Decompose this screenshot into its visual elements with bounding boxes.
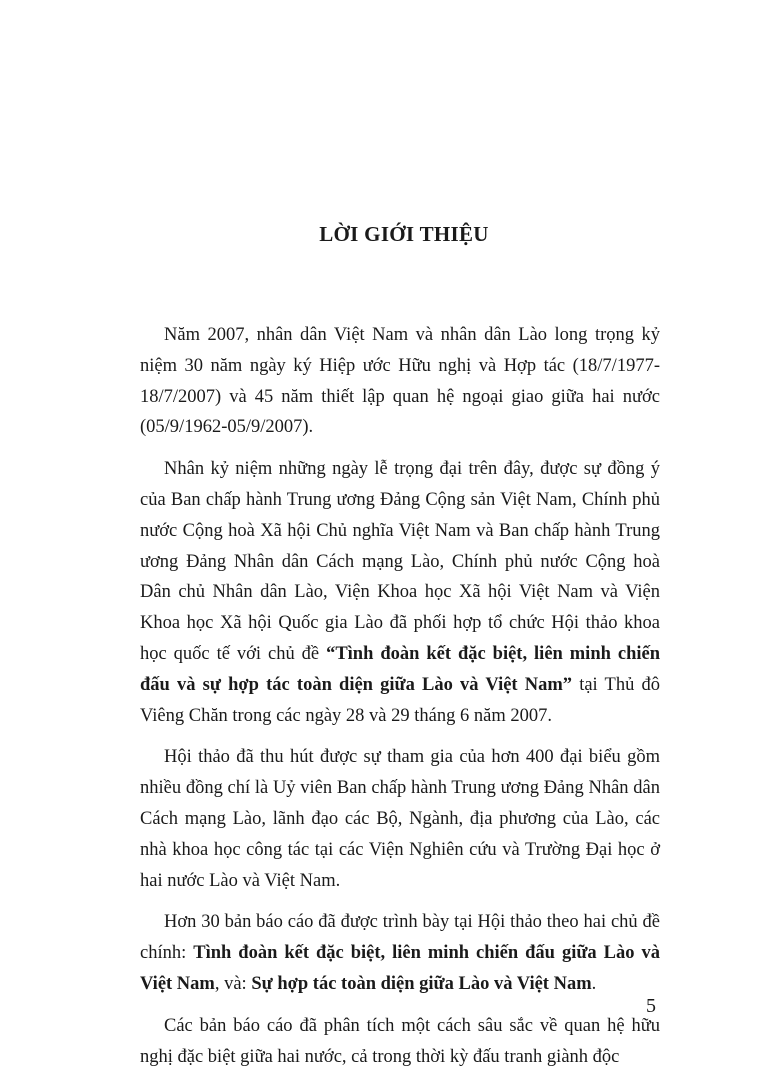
paragraph-5 xyxy=(140,1011,660,1073)
paragraph-3-text: Hội thảo đã thu hút được sự tham gia của hơn 400 đại biểu gồm nhiều đồng chí là Uỷ viên Ban chấp hành Trung ương Đảng Nhân dân Cách mạng Lào, lãnh đạo các Bộ, Ngành, địa phương của Lào, các nhà khoa học công tác tại các Viện Nghiên cứu và Trường Đại học ở hai nước Lào và Việt Nam. xyxy=(140,747,660,891)
paragraph-2-bold-theme: “Tình đoàn kết đặc biệt, liên minh chiến đấu và sự hợp tác toàn diện giữa Lào và Việt Nam” xyxy=(140,643,660,695)
paragraph-4-text-b: , và: xyxy=(214,973,252,994)
paragraph-1 xyxy=(140,320,660,443)
paragraph-1-text: Năm 2007, nhân dân Việt Nam và nhân dân Lào long trọng kỷ niệm 30 năm ngày ký Hiệp ước Hữu nghị và Hợp tác (18/7/1977-18/7/2007) và 45 năm thiết lập quan hệ ngoại giao giữa hai nước (05/9/1962-05/9/2007). xyxy=(140,325,660,438)
paragraph-2-text-b: tại Thủ đô Viêng Chăn trong các ngày 28 và 29 tháng 6 năm 2007. xyxy=(140,674,660,726)
paragraph-4 xyxy=(140,907,660,999)
paragraph-2 xyxy=(140,454,660,731)
paragraph-5-text: Các bản báo cáo đã phân tích một cách sâu sắc về quan hệ hữu nghị đặc biệt giữa hai nước, cả trong thời kỳ đấu tranh giành độc xyxy=(140,1015,660,1067)
paragraph-4-text-a: Hơn 30 bản báo cáo đã được trình bày tại Hội thảo theo hai chủ đề chính: xyxy=(140,912,660,964)
paragraph-2-text-a: Nhân kỷ niệm những ngày lễ trọng đại trên đây, được sự đồng ý của Ban chấp hành Trung ương Đảng Cộng sản Việt Nam, Chính phủ nước Cộng hoà Xã hội Chủ nghĩa Việt Nam và Ban chấp hành Trung ương Đảng Nhân dân Cách mạng Lào, Chính phủ nước Cộng hoà Dân chủ Nhân dân Lào, Viện Khoa học Xã hội Việt Nam và Viện Khoa học Xã hội Quốc gia Lào đã phối hợp tổ chức Hội thảo khoa học quốc tế với chủ đề xyxy=(140,459,660,664)
paragraph-4-bold-topic-2: Sự hợp tác toàn diện giữa Lào và Việt Nam xyxy=(251,973,592,994)
page-title: LỜI GIỚI THIỆU xyxy=(319,222,489,246)
paragraph-4-text-c: . xyxy=(591,973,597,994)
paragraph-4-bold-topic-1: Tình đoàn kết đặc biệt, liên minh chiến đấu giữa Lào và Việt Nam xyxy=(140,943,660,994)
page-number: 5 xyxy=(646,995,656,1017)
paragraph-3 xyxy=(140,742,660,896)
body-text xyxy=(140,320,660,1083)
